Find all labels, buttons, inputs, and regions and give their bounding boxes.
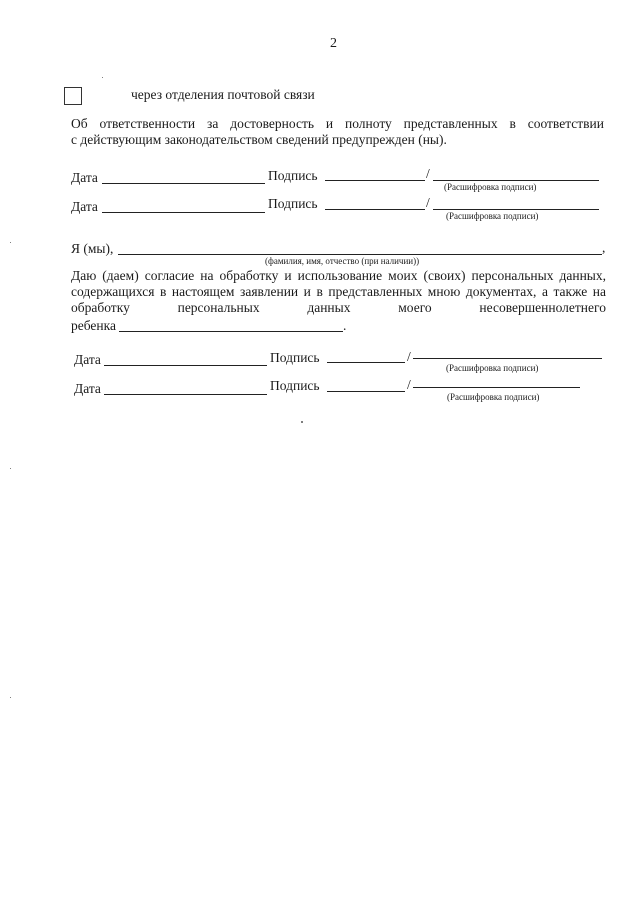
date-label: Дата [74,352,101,367]
consent-word: персональных [177,300,260,315]
consent-end-period: . [343,318,347,333]
date-field[interactable] [104,365,267,366]
applicant-comma: , [602,240,606,255]
scan-speck [10,468,11,469]
consent-line-2: содержащихся в настоящем заявлении и в представленных мною документах, а также на [71,284,606,299]
signature-field[interactable] [325,209,425,210]
applicant-name-field[interactable] [118,254,602,255]
signature-decoding-caption: (Расшифровка подписи) [446,363,539,373]
signature-label: Подпись [268,196,318,211]
signature-label: Подпись [270,378,320,393]
applicant-label: Я (мы), [71,241,114,256]
signature-decoding-caption: (Расшифровка подписи) [444,182,537,192]
signature-decoding-field[interactable] [413,387,580,388]
signature-field[interactable] [327,362,405,363]
signature-decoding-field[interactable] [413,358,602,359]
consent-child-label: ребенка [71,318,116,333]
date-label: Дата [71,199,98,214]
page-number: 2 [330,36,337,51]
consent-word: несовершеннолетнего [479,300,606,315]
scan-speck [10,242,11,243]
slash-separator: / [426,195,430,210]
consent-line-1: Даю (даем) согласие на обработку и использование моих (своих) персональных данных, [71,268,606,283]
scan-speck [102,77,103,78]
signature-label: Подпись [270,350,320,365]
signature-label: Подпись [268,168,318,183]
date-label: Дата [74,381,101,396]
date-field[interactable] [104,394,267,395]
postal-delivery-checkbox[interactable] [64,87,82,105]
applicant-name-caption: (фамилия, имя, отчество (при наличии)) [265,256,420,266]
date-label: Дата [71,170,98,185]
slash-separator: / [407,349,411,364]
slash-separator: / [426,166,430,181]
signature-field[interactable] [325,180,425,181]
responsibility-line-1: Об ответственности за достоверность и полноту представленных в соответствии [71,116,604,131]
signature-field[interactable] [327,391,405,392]
consent-word: обработку [71,300,130,315]
signature-decoding-caption: (Расшифровка подписи) [447,392,540,402]
signature-decoding-field[interactable] [433,209,599,210]
signature-decoding-field[interactable] [433,180,599,181]
consent-word: моего [398,300,432,315]
date-field[interactable] [102,183,265,184]
scan-speck [301,421,303,423]
signature-decoding-caption: (Расшифровка подписи) [446,211,539,221]
child-name-field[interactable] [119,331,343,332]
responsibility-line-2: с действующим законодательством сведений предупрежден (ны). [71,132,447,147]
date-field[interactable] [102,212,265,213]
consent-word: данных [307,300,351,315]
consent-line-3 [71,300,606,316]
slash-separator: / [407,377,411,392]
scan-speck [10,697,11,698]
postal-delivery-label: через отделения почтовой связи [131,87,315,102]
